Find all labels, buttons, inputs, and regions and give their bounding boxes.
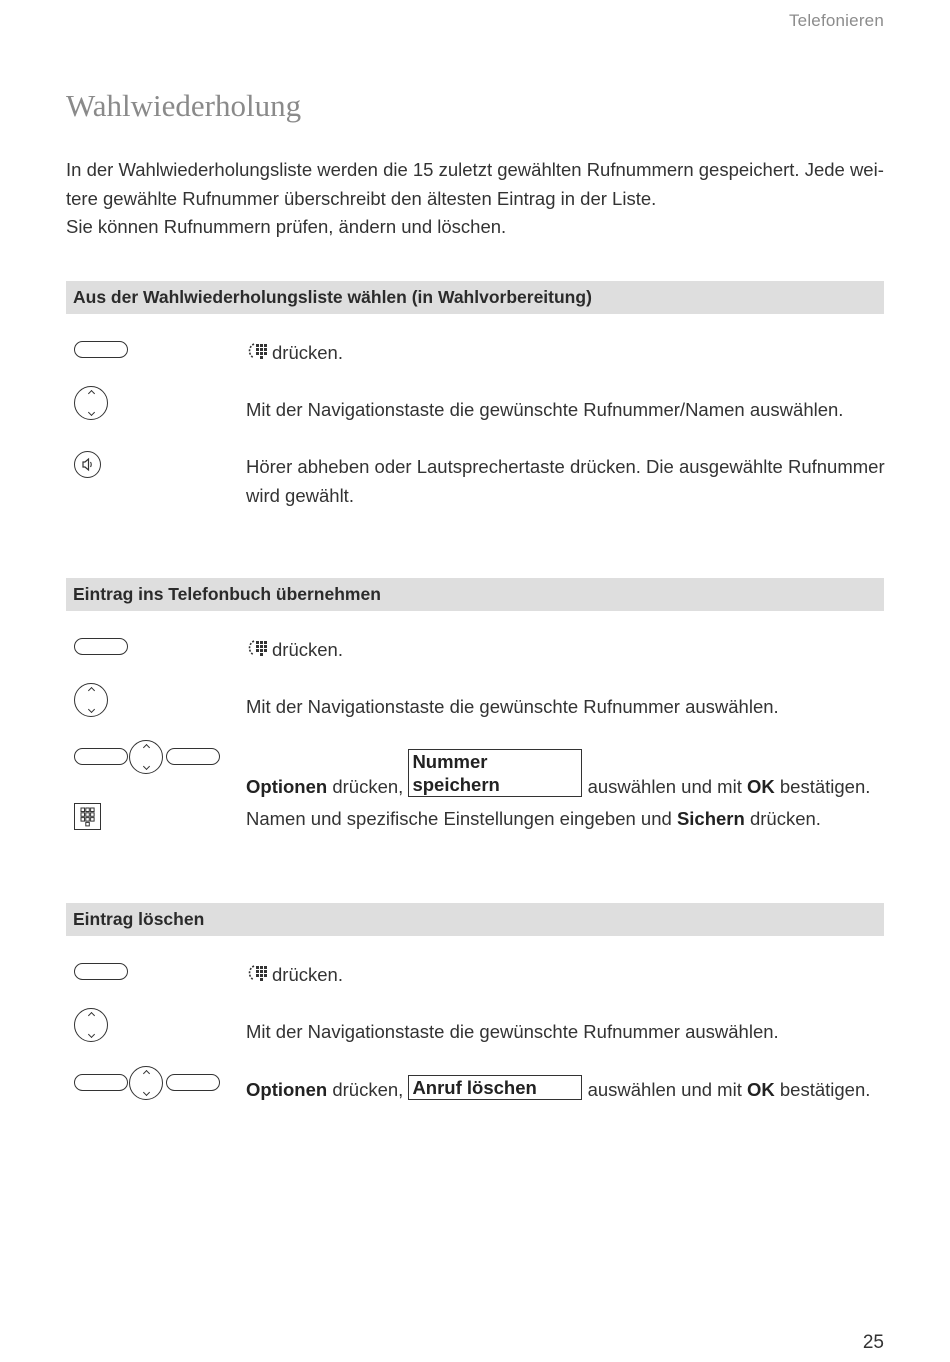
softkey-icon [74, 963, 128, 980]
step-text: Mit der Navigationstaste die gewünschte Rufnummer auswählen. [246, 696, 779, 717]
instruction-step [66, 339, 884, 369]
step-text: Mit der Navigationstaste die gewünschte Rufnummer auswählen. [246, 1021, 779, 1042]
left-softkey-icon [74, 748, 128, 765]
step-text: drücken. [272, 342, 343, 363]
text-span: auswählen und mit [582, 776, 747, 797]
text-span: auswählen und mit [582, 1079, 747, 1100]
step-text [246, 1075, 906, 1105]
menu-entry: Nummer speichern [408, 749, 582, 797]
instruction-step [66, 1008, 884, 1048]
navigation-key-icon [74, 386, 108, 420]
step-text: drücken. [272, 639, 343, 660]
redial-list-icon [246, 964, 270, 993]
step-text [246, 749, 906, 802]
right-softkey-icon [166, 1074, 220, 1091]
instruction-step [66, 740, 884, 797]
text-span: drücken, [327, 776, 409, 797]
left-softkey-icon [74, 1074, 128, 1091]
ok-label: OK [746, 776, 775, 797]
navigation-key-icon [129, 740, 163, 774]
section-header: Eintrag löschen [66, 903, 884, 936]
navigation-key-icon [74, 1008, 108, 1042]
navigation-key-icon [74, 683, 108, 717]
section-header: Eintrag ins Telefonbuch übernehmen [66, 578, 884, 611]
softkey-icon [74, 341, 128, 358]
softkeys-navigation-icon [74, 740, 220, 774]
page-title: Wahlwiederholung [66, 88, 302, 123]
instruction-step [66, 683, 884, 723]
redial-list-icon [246, 342, 270, 371]
running-head: Telefonieren [788, 11, 884, 30]
instruction-step [66, 451, 884, 511]
softkeys-navigation-icon [74, 1066, 220, 1100]
instruction-step [66, 636, 884, 666]
softkey-icon [74, 638, 128, 655]
save-label: Sichern [676, 808, 745, 829]
options-label: Optionen [246, 776, 328, 797]
text-span: drücken, [327, 1079, 409, 1100]
instruction-step [66, 386, 884, 426]
instruction-step [66, 1066, 884, 1106]
instruction-step [66, 961, 884, 991]
instruction-step [66, 803, 884, 837]
menu-entry: Anruf löschen [408, 1075, 582, 1100]
intro-line: tere gewählte Rufnummer überschreibt den ältesten Eintrag in der Liste. [66, 187, 657, 209]
speaker-key-icon [74, 451, 101, 478]
keypad-icon [74, 803, 101, 830]
text-span: bestätigen. [774, 1079, 871, 1100]
step-text [246, 805, 886, 834]
step-text: drücken. [272, 964, 343, 985]
intro-line: Sie können Rufnummern prüfen, ändern und löschen. [66, 216, 507, 237]
step-text: Hörer abheben oder Lautsprechertaste drücken. Die ausgewählte Rufnummer wird gewählt. [246, 456, 885, 506]
options-label: Optionen [246, 1079, 328, 1100]
redial-list-icon [246, 639, 270, 668]
right-softkey-icon [166, 748, 220, 765]
navigation-key-icon [129, 1066, 163, 1100]
page-number: 25 [862, 1332, 884, 1353]
ok-label: OK [746, 1079, 775, 1100]
intro-line: In der Wahlwiederholungsliste werden die 15 zuletzt gewählten Rufnummern gespeichert. Jede wei- [66, 159, 884, 180]
text-span: bestätigen. [774, 776, 871, 797]
step-text: Mit der Navigationstaste die gewünschte Rufnummer/Namen auswählen. [246, 399, 844, 420]
section-header: Aus der Wahlwiederholungsliste wählen (in Wahlvorbereitung) [66, 281, 884, 314]
text-span: Namen und spezifische Einstellungen eingeben und [246, 808, 677, 829]
text-span: drücken. [744, 808, 821, 829]
intro-paragraph [66, 156, 886, 242]
